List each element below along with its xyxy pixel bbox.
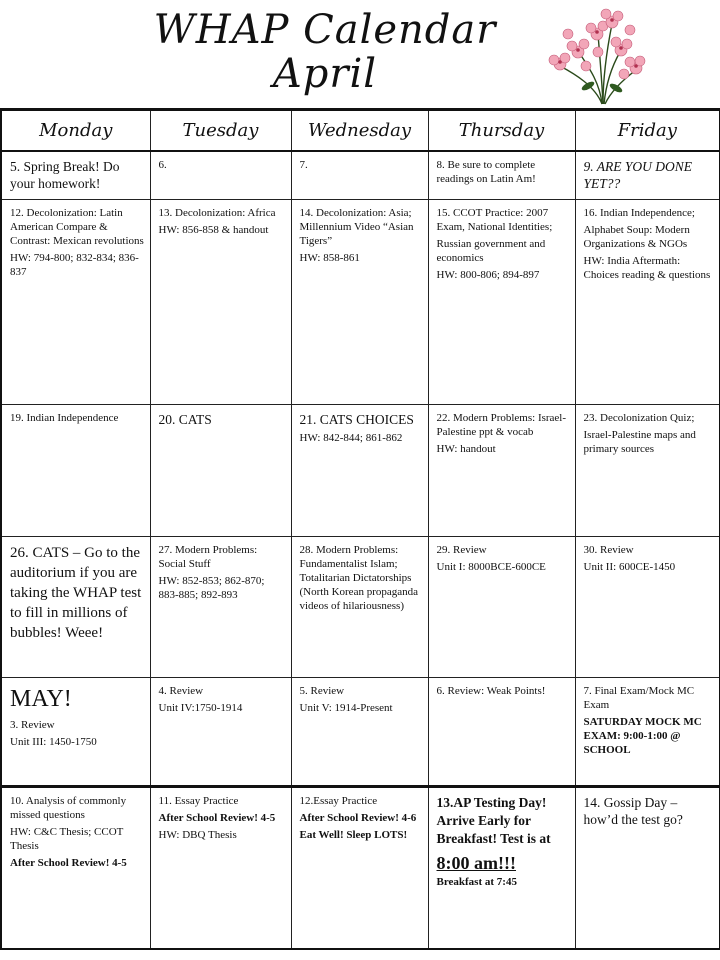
test-time-text: 8:00 am!!! <box>436 853 516 873</box>
flower-bouquet-icon <box>540 4 646 108</box>
homework-text: HW: handout <box>436 443 496 455</box>
day-cell <box>150 151 291 200</box>
header-friday: Friday <box>575 110 720 152</box>
homework-text: HW: 858-861 <box>299 252 360 264</box>
day-cell <box>575 537 720 678</box>
homework-text: HW: 794-800; 832-834; 836-837 <box>10 252 139 278</box>
day-text: Unit II: 600CE-1450 <box>583 561 676 573</box>
week-row <box>1 787 720 950</box>
day-text: Unit I: 8000BCE-600CE <box>436 561 546 573</box>
week-row <box>1 151 720 200</box>
day-text: 12.Essay Practice <box>299 795 378 807</box>
day-cell <box>1 678 150 787</box>
day-cell <box>1 787 150 950</box>
day-text: After School Review! 4-5 <box>158 812 276 824</box>
day-text: 6. <box>158 159 167 171</box>
day-text: SATURDAY MOCK MC EXAM: 9:00-1:00 @ SCHOOL <box>583 716 702 756</box>
header-tuesday: Tuesday <box>150 110 291 152</box>
homework-text: HW: 800-806; 894-897 <box>436 269 540 281</box>
day-text: 13. Decolonization: Africa <box>158 207 276 219</box>
day-cell <box>575 678 720 787</box>
day-text: 22. Modern Problems: Israel-Palestine ppt & vocab <box>436 412 567 438</box>
week-row <box>1 200 720 405</box>
day-cell <box>575 787 720 950</box>
day-cell <box>150 200 291 405</box>
day-text: 28. Modern Problems: Fundamentalist Islam; Totalitarian Dictatorships (North Korean propaganda videos of hilariousness) <box>299 544 419 612</box>
day-cell <box>291 200 428 405</box>
day-text: Alphabet Soup: Modern Organizations & NGOs <box>583 224 690 250</box>
day-text: 5. Spring Break! Do your homework! <box>10 159 120 191</box>
day-text: 12. Decolonization: Latin American Compare & Contrast: Mexican revolutions <box>10 207 144 247</box>
day-cell <box>291 678 428 787</box>
day-text: 6. Review: Weak Points! <box>436 685 546 697</box>
day-text: Unit V: 1914-Present <box>299 702 393 714</box>
calendar-table <box>0 108 720 950</box>
day-cell <box>1 200 150 405</box>
week-row <box>1 405 720 537</box>
day-text: 16. Indian Independence; <box>583 207 695 219</box>
day-cell <box>291 405 428 537</box>
homework-text: HW: 842-844; 861-862 <box>299 432 403 444</box>
month-label-may: MAY! <box>10 686 72 712</box>
day-cell <box>1 537 150 678</box>
page-subtitle-month: April <box>272 51 378 97</box>
day-text: 30. Review <box>583 544 634 556</box>
day-cell <box>291 151 428 200</box>
day-text: 23. Decolonization Quiz; <box>583 412 695 424</box>
day-text: 21. CATS CHOICES <box>299 412 414 427</box>
day-cell <box>428 151 575 200</box>
week-row <box>1 537 720 678</box>
day-cell <box>150 537 291 678</box>
day-text: Russian government and economics <box>436 238 546 264</box>
day-text: After School Review! 4-5 <box>10 857 127 869</box>
day-text: 26. CATS – Go to the auditorium if you are taking the WHAP test to fill in millions of bubbles! Weee! <box>10 545 142 641</box>
day-text: Eat Well! Sleep LOTS! <box>299 829 408 841</box>
day-text: Unit III: 1450-1750 <box>10 736 97 748</box>
day-cell <box>428 537 575 678</box>
day-cell <box>575 151 720 200</box>
day-cell <box>150 787 291 950</box>
homework-text: HW: DBQ Thesis <box>158 829 237 841</box>
day-cell <box>1 405 150 537</box>
header-monday: Monday <box>1 110 150 152</box>
day-cell <box>1 151 150 200</box>
homework-text: HW: 852-853; 862-870; 883-885; 892-893 <box>158 575 265 601</box>
day-cell <box>291 537 428 678</box>
day-text: Israel-Palestine maps and primary sources <box>583 429 696 455</box>
day-text: 19. Indian Independence <box>10 412 119 424</box>
day-cell <box>428 405 575 537</box>
day-text: Unit IV:1750-1914 <box>158 702 243 714</box>
day-text: 29. Review <box>436 544 487 556</box>
day-cell <box>150 405 291 537</box>
homework-text: HW: 856-858 & handout <box>158 224 269 236</box>
day-text: 9. ARE YOU DONE YET?? <box>583 159 693 191</box>
day-text: 7. Final Exam/Mock MC Exam <box>583 685 695 711</box>
day-text: 15. CCOT Practice: 2007 Exam, National Identities; <box>436 207 553 233</box>
day-cell <box>575 405 720 537</box>
day-text: 10. Analysis of commonly missed questions <box>10 795 127 821</box>
homework-text: HW: India Aftermath: Choices reading & questions <box>583 255 711 281</box>
day-text: 13.AP Testing Day! Arrive Early for Breakfast! Test is at <box>436 795 551 846</box>
day-text: 3. Review <box>10 719 55 731</box>
weekday-header-row <box>1 110 720 152</box>
day-text: 20. CATS <box>158 412 212 427</box>
page-title: WHAP Calendar <box>153 7 497 53</box>
day-cell <box>428 200 575 405</box>
week-row <box>1 678 720 787</box>
day-text: 11. Essay Practice <box>158 795 239 807</box>
header-thursday: Thursday <box>428 110 575 152</box>
day-text: 4. Review <box>158 685 204 697</box>
day-text: 27. Modern Problems: Social Stuff <box>158 544 258 570</box>
day-cell <box>150 678 291 787</box>
day-text: 14. Decolonization: Asia; Millennium Video “Asian Tigers” <box>299 207 414 247</box>
day-cell <box>291 787 428 950</box>
day-text: 8. Be sure to complete readings on Latin Am! <box>436 159 536 185</box>
day-text: 14. Gossip Day – how’d the test go? <box>583 795 683 827</box>
day-text: Breakfast at 7:45 <box>436 876 517 888</box>
day-text: After School Review! 4-6 <box>299 812 417 824</box>
day-text: 7. <box>299 159 308 171</box>
day-cell <box>575 200 720 405</box>
day-cell <box>428 787 575 950</box>
homework-text: HW: C&C Thesis; CCOT Thesis <box>10 826 124 852</box>
day-text: 5. Review <box>299 685 345 697</box>
header-wednesday: Wednesday <box>291 110 428 152</box>
day-cell <box>428 678 575 787</box>
